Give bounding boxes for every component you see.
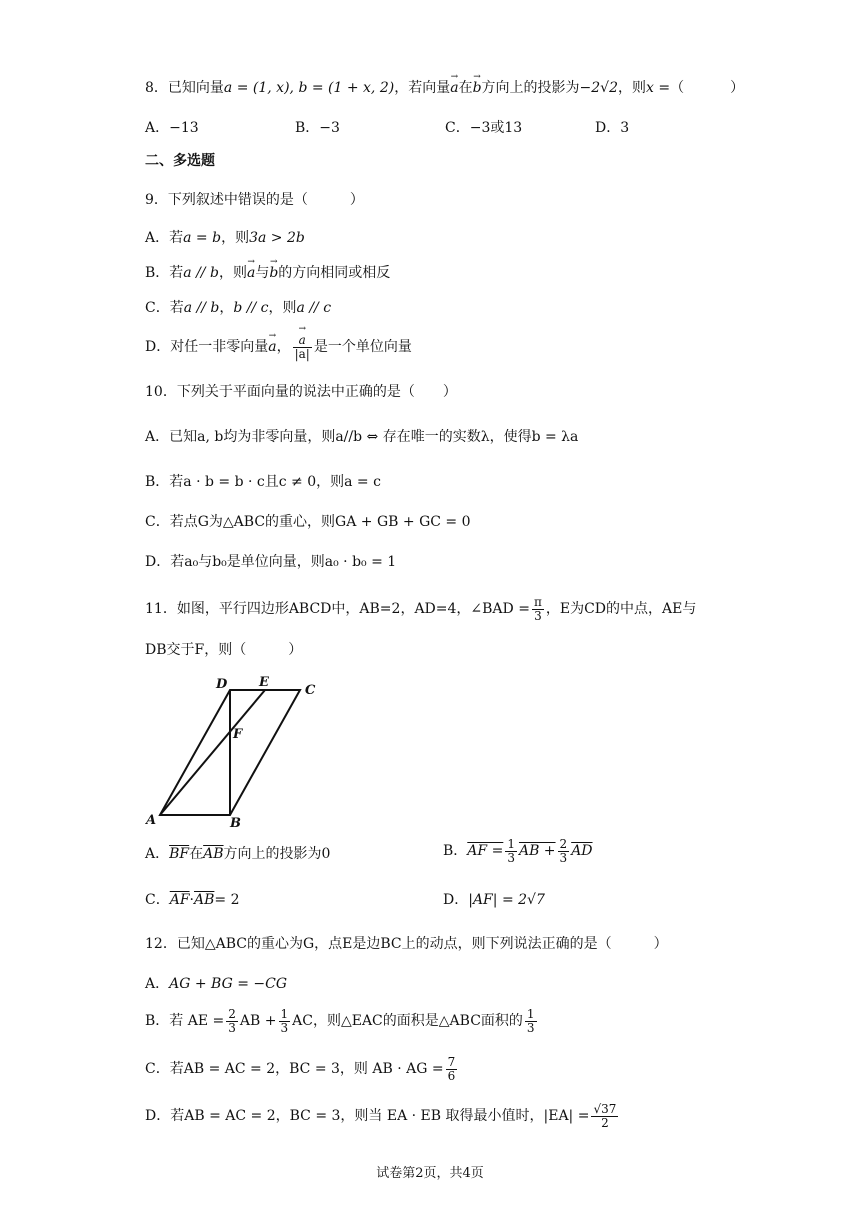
fraction-one-third <box>279 1008 291 1035</box>
option-label: A． <box>145 429 170 445</box>
option-text: 若AB = AC = 2，BC = 3，则 AB · AG = <box>169 1061 444 1077</box>
option-text: 是一个单位向量 <box>313 339 412 355</box>
q11-stem-line-1 <box>145 594 696 624</box>
vector-bf: $\overline{BF}$ <box>169 846 190 862</box>
option-text: 若 AE = <box>169 1013 225 1029</box>
q8-stem <box>145 78 744 98</box>
option-text: ，则 <box>218 265 247 281</box>
option-text: 若点G为△ABC的重心，则GA + GB + GC = 0 <box>169 514 471 530</box>
fraction-seven-sixths <box>446 1056 458 1083</box>
q11-stem-text: 11．如图，平行四边形ABCD中，AB=2，AD=4，∠BAD = <box>145 601 530 617</box>
dot-operator: · <box>189 892 194 908</box>
option-text: ， <box>276 339 291 355</box>
q12-option-b[interactable] <box>145 1006 539 1036</box>
fraction-numerator: 1 <box>507 836 515 851</box>
option-text: −3或13 <box>469 120 523 136</box>
fraction-denominator: 2 <box>601 1115 609 1130</box>
option-math: → b <box>269 263 278 283</box>
option-label: D． <box>145 554 171 570</box>
option-text: AB + <box>239 1013 277 1029</box>
option-text: 若AB = AC = 2，BC = 3，则当 EA · EB 取得最小值时，|EA| = <box>170 1108 590 1124</box>
option-label: D． <box>595 120 621 136</box>
option-text: 对任一非零向量 <box>170 339 269 355</box>
fraction-denominator: 3 <box>534 608 542 623</box>
option-label: C． <box>145 892 170 908</box>
fraction-numerator: 2 <box>228 1006 236 1021</box>
fraction-numerator: 1 <box>526 1006 535 1021</box>
fraction-denominator: 3 <box>559 850 568 865</box>
q8-option-d[interactable] <box>595 118 629 138</box>
fraction-denominator: 3 <box>526 1020 535 1035</box>
q8-option-c[interactable] <box>445 118 522 138</box>
fraction-two-thirds <box>558 838 570 865</box>
option-text: 3 <box>620 120 630 136</box>
option-math: a = b <box>183 230 222 246</box>
q8-paren-l: （ <box>670 80 685 96</box>
vector-ab: $\overline{AB}$ <box>194 892 215 908</box>
option-label: B． <box>443 843 468 859</box>
option-label: D． <box>145 1108 171 1124</box>
option-math: a // b <box>183 265 219 281</box>
parallelogram-figure <box>140 672 340 832</box>
fraction-numerator: 7 <box>447 1054 456 1069</box>
section-title: 二、多选题 <box>145 153 215 169</box>
fraction-one-third <box>525 1008 537 1035</box>
vector-af: AF = <box>467 843 504 859</box>
vector-ab: $\overline{AB}$ <box>203 846 224 862</box>
option-text: ，则 <box>268 300 297 316</box>
q11-stem-text: ，E为CD的中点，AE与 <box>545 601 697 617</box>
option-label: B． <box>145 265 170 281</box>
page-footer: 试卷第2页，共4页 <box>376 1166 484 1181</box>
fraction-sqrt37-over-2 <box>591 1103 618 1130</box>
option-text: 若a₀与b₀是单位向量，则a₀ · b₀ = 1 <box>170 554 397 570</box>
option-text: = 2 <box>214 892 240 908</box>
q10-option-d[interactable] <box>145 552 396 572</box>
option-text: 若 <box>169 300 184 316</box>
option-label: C． <box>145 514 170 530</box>
fraction-numerator: 1 <box>280 1006 289 1021</box>
option-label: B． <box>145 474 170 490</box>
fraction-one-third <box>505 838 517 865</box>
option-label: B． <box>295 120 320 136</box>
fraction-numerator: 2 <box>559 836 568 851</box>
fraction-numerator: √37 <box>593 1101 617 1116</box>
option-text: 若 <box>169 265 184 281</box>
option-text: 若 <box>169 230 184 246</box>
option-math: → a <box>268 332 276 362</box>
q8-projection: −2√2 <box>579 80 618 96</box>
option-math: AG + BG = −CG <box>169 976 288 992</box>
option-text: −13 <box>169 120 199 136</box>
q12-stem: 12．已知△ABC的重心为G，点E是边BC上的动点，则下列说法正确的是（ ） <box>145 936 668 952</box>
q11-option-b[interactable] <box>443 836 593 866</box>
vector-af: $\overline{AF}$ <box>169 892 190 908</box>
fraction-numerator: → a <box>293 334 312 348</box>
label-e: E <box>259 675 269 690</box>
q8-text-b: ，若向量 <box>394 80 451 96</box>
option-label: A． <box>145 846 170 862</box>
option-text: 已知a, b均为非零向量，则a//b ⇔ 存在唯一的实数λ，使得b = λa <box>169 429 579 445</box>
fraction-denominator: 6 <box>447 1068 456 1083</box>
option-text: 在 <box>189 846 204 862</box>
option-label: A． <box>145 976 170 992</box>
fraction-denominator: 3 <box>228 1020 236 1035</box>
q8-b: → b <box>473 78 482 98</box>
label-b: B <box>230 816 241 831</box>
option-text: −3 <box>319 120 340 136</box>
q8-paren-r: ） <box>730 80 745 96</box>
option-label: A． <box>145 230 170 246</box>
q12-option-c[interactable] <box>145 1054 459 1084</box>
option-label: B． <box>145 1013 170 1029</box>
option-label: C． <box>145 1061 170 1077</box>
option-math: → a <box>247 263 255 283</box>
q8-text-a: 已知向量 <box>167 80 224 96</box>
option-label: D． <box>145 339 171 355</box>
unit-vector-fraction <box>293 334 312 361</box>
fraction-numerator: π <box>533 594 542 609</box>
q10-option-b[interactable] <box>145 472 381 492</box>
option-math: a // b <box>183 300 220 316</box>
option-label: C． <box>145 300 170 316</box>
fraction-denominator: 3 <box>507 850 515 865</box>
label-a: A <box>146 813 157 828</box>
q9-stem: 9．下列叙述中错误的是（ ） <box>145 192 364 208</box>
option-text: 方向上的投影为0 <box>223 846 331 862</box>
option-math: b // c <box>233 300 269 316</box>
q12-option-a[interactable] <box>145 974 287 994</box>
option-label: D． <box>443 892 469 908</box>
q8-vector-b: b = (1 + x, 2) <box>298 80 395 96</box>
option-text: ， <box>219 300 234 316</box>
option-math: 3a > 2b <box>249 230 305 246</box>
q11-stem-line-2: DB交于F，则（ ） <box>145 642 303 658</box>
q12-option-d[interactable] <box>145 1100 620 1132</box>
fraction-denominator: 3 <box>280 1020 289 1035</box>
segment-ae <box>160 690 265 815</box>
fraction-two-thirds <box>226 1008 238 1035</box>
q8-option-b[interactable] <box>295 118 340 138</box>
q9-option-c[interactable] <box>145 298 331 318</box>
vector-ab: AB + <box>518 843 556 859</box>
option-text: 的方向相同或相反 <box>278 265 391 281</box>
q9-option-a[interactable] <box>145 228 305 248</box>
option-text: 与 <box>255 265 270 281</box>
label-f: F <box>233 727 243 742</box>
q8-vector-a: a = (1, x), <box>223 80 299 96</box>
q9-option-d[interactable] <box>145 332 412 362</box>
q8-text-d: 方向上的投影为 <box>481 80 580 96</box>
q8-x-eq: x = <box>646 80 671 96</box>
label-d: D <box>216 677 228 692</box>
option-math: a // c <box>296 300 332 316</box>
option-text: AC，则△EAC的面积是△ABC面积的 <box>292 1013 523 1029</box>
pi-over-3-fraction <box>532 596 544 623</box>
q8-text-c: 在 <box>458 80 473 96</box>
option-math: |AF| = 2√7 <box>468 892 545 908</box>
q10-stem: 10．下列关于平面向量的说法中正确的是（ ） <box>145 384 457 400</box>
label-c: C <box>305 683 316 698</box>
q9-option-b[interactable] <box>145 263 390 283</box>
option-text: 若a · b = b · c且c ≠ 0，则a = c <box>169 474 381 490</box>
q8-option-a[interactable] <box>145 118 199 138</box>
q11-option-a[interactable] <box>145 844 330 864</box>
option-text: ，则 <box>221 230 250 246</box>
option-label: A． <box>145 120 170 136</box>
q8-a: → a <box>450 78 458 98</box>
q8-text-e: ，则 <box>618 80 646 96</box>
q10-option-c[interactable] <box>145 512 471 532</box>
q11-option-d[interactable] <box>443 890 545 910</box>
vector-ad: $\overline{AD}$ <box>571 843 593 859</box>
q11-option-c[interactable] <box>145 890 240 910</box>
fraction-denominator: |a| <box>294 346 310 361</box>
q8-number: 8． <box>145 80 168 96</box>
q10-option-a[interactable] <box>145 427 578 447</box>
option-label: C． <box>445 120 470 136</box>
